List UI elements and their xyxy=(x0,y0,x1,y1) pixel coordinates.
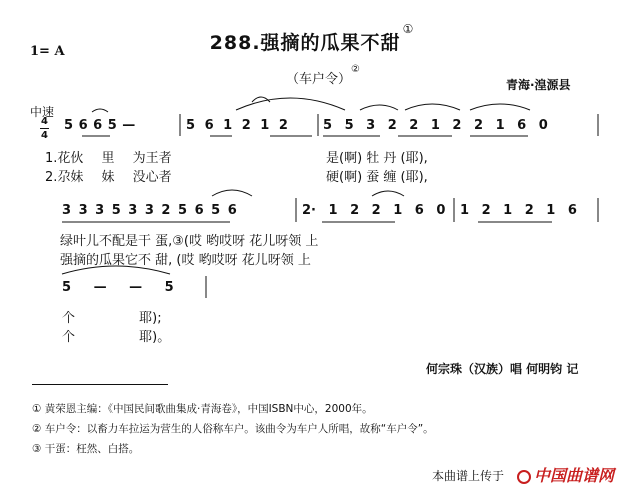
lyrics-verse-2: 硬(啊) 蚕 缠 (耶), xyxy=(326,170,428,185)
slur xyxy=(470,104,530,110)
slur xyxy=(236,98,345,110)
measure-notes: 1 2 1 2 1 6 xyxy=(460,203,577,218)
measure-notes: 5 6 6 5 — xyxy=(64,118,136,133)
tempo-marking: 中速 xyxy=(30,105,55,119)
slur xyxy=(405,104,460,110)
time-signature: 4 4 xyxy=(41,116,48,141)
footnote: ③ 干蛋：枉然、白搭。 xyxy=(32,443,140,455)
measure-notes: 5 — — 5 xyxy=(62,280,174,295)
song-subtitle: （车户令）② xyxy=(286,64,360,87)
slur xyxy=(212,190,252,196)
lyrics-verse-1: 个 耶); xyxy=(62,311,162,326)
slur xyxy=(360,105,398,110)
lyrics-verse-1: 绿叶儿不配是干 蛋,③(哎 哟哎呀 花儿呀领 上 xyxy=(60,234,319,249)
footnote-marker: ① xyxy=(402,22,415,36)
lyrics-verse-1: 1.花伙 里 为王者 xyxy=(45,151,172,166)
measure-notes: 5 5 3 2 2 1 2 2 1 6 0 xyxy=(323,118,549,133)
slur xyxy=(372,191,404,196)
footnote: ② 车户令：以畜力车拉运为营生的人俗称车户。该曲令为车户人所唱，故称“车户令”。 xyxy=(32,423,434,435)
performer-credit: 何宗珠（汉族）唱 何明钧 记 xyxy=(426,362,579,376)
footnote-marker: ② xyxy=(351,64,360,75)
site-logo: 中国曲谱网 xyxy=(517,463,614,486)
measure-notes: 3 3 3 5 3 3 2 5 6 5 6 xyxy=(62,203,237,218)
song-title: 288.强摘的瓜果不甜① xyxy=(209,22,415,54)
measure-notes: 2· 1 2 2 1 6 0 xyxy=(302,203,446,218)
key-signature: 1= A xyxy=(30,44,65,59)
footnote: ① 黄荣恩主编：《中国民间歌曲集成·青海卷》，中国ISBN中心，2000年。 xyxy=(32,403,373,415)
slur-small xyxy=(92,109,108,112)
region-label: 青海·湟源县 xyxy=(506,78,571,92)
measure-notes: 5 6 1 2 1 2 xyxy=(186,118,289,133)
lyrics-verse-2: 强摘的瓜果它不 甜, (哎 哟哎呀 花儿呀领 上 xyxy=(60,253,311,268)
lyrics-verse-2: 2.尕妹 妹 没心者 xyxy=(45,170,172,185)
lyrics-verse-1: 是(啊) 牡 丹 (耶), xyxy=(326,151,428,166)
upload-note: 本曲谱上传于 xyxy=(432,469,505,483)
lyrics-verse-2: 个 耶)。 xyxy=(62,330,171,345)
slur xyxy=(62,266,170,274)
